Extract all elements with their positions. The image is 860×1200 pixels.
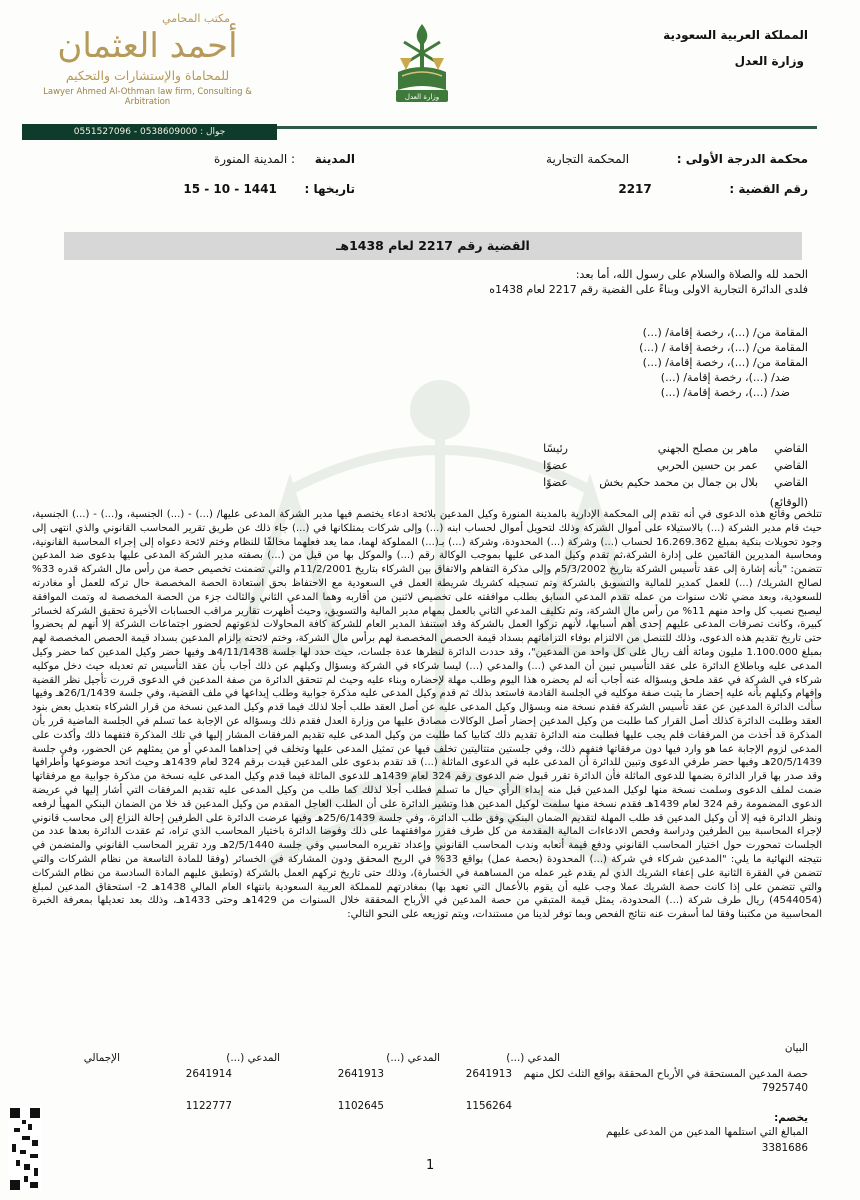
city-value: : المدينة المنورة (213, 152, 296, 166)
table-row2-c3: 1122777 (185, 1100, 232, 1112)
city-label: المدينة (314, 152, 355, 166)
emblem-caption: وزارة العدل (404, 93, 440, 101)
qr-code-icon (8, 1106, 42, 1192)
table-row1-c3: 2641914 (185, 1068, 232, 1080)
table-header-c1: المدعي (...) (506, 1052, 560, 1064)
table-header-total: الإجمالي (83, 1052, 120, 1064)
header-divider (277, 126, 817, 129)
date-value: 15 - 10 - 1441 (183, 182, 277, 196)
court-value: المحكمة التجارية (546, 152, 630, 166)
firm-phone-bar: جوال : 0538609000 - 0551527096 (22, 124, 277, 140)
firm-name: أحمد العثمان (57, 26, 238, 66)
table-header-c2: المدعي (...) (386, 1052, 440, 1064)
case-number-info (618, 182, 808, 196)
judge-row (468, 457, 808, 474)
firm-english-name: Lawyer Ahmed Al-Othman law firm, Consulting & Arbitration (43, 87, 252, 107)
table-row2-label: المبالغ التي استلمها المدعين من المدعى عليهم (606, 1126, 808, 1138)
intro-greeting: الحمد لله والصلاة والسلام على رسول الله، أما بعد: (575, 268, 808, 281)
party-line: ضد/ (...)، رخصة إقامة/ (...) (660, 371, 790, 384)
intro-case-line: فلدى الدائرة التجارية الاولى وبناءً على القضية رقم 2217 لعام 1438ه (489, 283, 808, 296)
table-row2-c2: 1102645 (337, 1100, 384, 1112)
case-title: القضية رقم 2217 لعام 1438هـ (64, 232, 802, 260)
case-number-value: 2217 (618, 182, 652, 196)
city-info (214, 152, 355, 166)
judge-title: القاضي (774, 459, 808, 472)
judge-title: القاضي (774, 476, 808, 489)
table-deduct-label: يخصم: (774, 1112, 808, 1124)
table-row1-c1: 2641913 (465, 1068, 512, 1080)
date-info (183, 182, 355, 196)
judges-list (468, 440, 808, 491)
facts-heading: (الوقائع) (769, 496, 808, 509)
party-line: المقامة من/ (...)، رخصة إقامة/ (...) (642, 326, 808, 339)
ministry-header (663, 22, 808, 74)
ministry-text: وزارة العدل (734, 54, 804, 68)
table-header-c3: المدعي (...) (226, 1052, 280, 1064)
table-row1-c2: 2641913 (337, 1068, 384, 1080)
table-row2-c1: 1156264 (465, 1100, 512, 1112)
judge-name: بلال بن جمال بن محمد حكيم بخش (599, 476, 758, 489)
court-info (546, 152, 808, 166)
table-row2-total: 3381686 (761, 1142, 808, 1154)
party-line: المقامة من/ (...)، رخصة إقامة / (...) (639, 341, 808, 354)
table-row1-label: حصة المدعين المستحقة في الأرباح المحققة بواقع الثلث لكل منهم (523, 1068, 808, 1080)
law-firm-logo (20, 12, 275, 107)
judge-row (468, 440, 808, 457)
facts-paragraph: تتلخص وقائع هذه الدعوى في أنه تقدم إلى المحكمة الإدارية بالمدينة المنورة وكيل المدعين بلائحة ادعاء يختصم فيها مدير الشركة المدعى عليها/ (...) - (...) الجنسية، و(...) - (...) الجنسية، حيث قام مدير الشركة (...) بالاستيلاء على أموال الشركة وذلك لتحويل أموال لحساب ابنه (...) وإلى شركات يمتلكانها في (...) جاء ذلك عن طريق تقرير المحاسب القانوني والذي انتهى إلى وجود تحويلات بنكية بمبلغ 16.269.362 لحساب (...) وشركة (...) المحدودة، وشركة (...) بـ(...) المملوكة لهما، مما يعد فعلهما مخالفًا للنظام وختم لائحة دعواه إلى إجراء المحاسبة القانونية، ومحاسبة المديرين القائمين على إدارة الشركة،ثم تقدم وكيل المدعى عليها بموجب الوكالة رقم (...) والموكل بها من قبل من (...) بصفته مدير الشركة المدعى عليها بدعوى ضد المدعين تتضمن: "بأنه إشارة إلى عقد تأسيس الشركة بتاريخ 5/3/2002م وإلى مذكرة التفاهم والاتفاق بين الشركاء بتاريخ 11/2/2001م والتي تضمنت تخصيص حصة من رأس مال الشركة قدره 33% لصالح الشريك/ (...) للعمل كمدير للمالية والتسويق بالشركة وتم تسجيله كشريك شريطة العمل في السعودية مع الاحتفاظ بحق استعادة الحصة المخصصة حال تركه للعمل أو مغادرته للسعودية، وبعد مضي ثلاث سنوات من عمله تقدم المدعي السابق بطلب موافقته على تخصيص لاثنين من أقاربه وهما المدعي الثاني والثالث جزء من الحصة المخصصة له وتمت الموافقة ليصبح نصيب كل واحد منهم 11% من رأس مال الشركة، وتم تكليف المدعي الثاني بالعمل بمهام مدير المالية والتسويق، وحيث أظهرت تقارير مراقب الحسابات الأخيرة تحقيق الشركة لخسائر كبيرة، وكانت تصرفات المدعى عليهم إحدى أهم أسبابها، لأنهم تركوا العمل بالشركة وقد استنفذ المدير العام للشركة كافة المحاولات لدعوتهم لحضور اجتماعات الشركة إلا أنهم لم يحضروا حتى تاريخ تقديم هذه الدعوى، وذلك للتنصل من الالتزام بوفاء التزاماتهم بسداد قيمة الحصص المخصصة لهم برأس مال الشركة، وختم لائحته بإلزام المدعين بسداد قيمة الحصص المخصصة لهم بمبلغ 1.100.000 مليون ومائة ألف ريال على كل واحد من المدعين"، وقد حددت الدائرة لنظرها عدة جلسات، حيث حدد لها جلسة 4/11/1438هـ وفيها حضر وكيل المدعين كما حضر وكيل المدعى عليه وباطلاع الدائرة على عقد التأسيس تبين أن المدعي (...) والمدعي (...) ليسا شركاء في الشركة وبسؤال وكيلهم عن ذلك أجاب بأن عقد التأسيس تم تعديله حيث دخل موكليه شركاء في الشركة في عقد ملحق وبسؤاله عنه أجاب أنه لم يحضره هذا اليوم وطلب مهلة لإحضاره وبناء عليه وحيث لم تتحقق الدائرة من صفة المدعين في الدعوى قررت تأجيل نظر القضية وإفهام وكيلهم بأنه عليه إحضار ما يثبت صفة موكليه في الجلسة القادمة فاستعد بذلك ثم قدم وكيل المدعى عليه مذكرة جوابية وطلب إيداعها في ملف القضية، وفي جلسة 26/1/1439هـ وفيها سألت الدائرة المدعين عن عقد تأسيس الشركة فقدم نسخة منه وبسؤال وكيل المدعى عليه عن أصل العقد طلب أجلا لذلك فيما قدم وكيل المدعين نسخة من قرار الشركاء بتعديل بعض بنود العقد وطلبت الدائرة كذلك أصل القرار كما طلبت من وكيل المدعين إحضار أصل الوكالات مصادق عليها من وزارة العدل فقدم ذلك وبسؤاله عن الإجابة عما تسلم في الجلسة الماضية قرر بأن المذكرة قد أخذت من المرفقات فلم يجب عليها فطلبت منه الدائرة تقديم ذلك كتابيا كما طلبت من وكيل المدعى عليه تقديم المرفقات المشار إليها في تلك المذكرة فتفهما ذلك وأكدت على المدعى لزوم الإجابة عما هو وارد فيها دون مرفقاتها فتفهم ذلك، وفي جلستين متتاليتين تخلف فيها عن تمثيل المدعى عليها وتخلف في إحداهما المدعي أو من يمثلهم عن الحضور، وفي جلسة 20/5/1439هـ وفيها حضر طرفي الدعوى وتبين للدائرة أن المدعى عليه في الدعوى الماثلة (...) قد تقدم بدعوى على المدعين قيدت برقم 324 لعام 1439هـ وحيث اتحد موضوعها وأطرافها وقد صدر بها قرار الدائرة بضمها للدعوى الماثلة فأن الدائرة تقرر قبول ضم الدعوى رقم 324 لعام 1439هـ للدعوى الماثلة فيما قدم وكيل المدعى عليه نسخة من مذكرة جوابية مع مرفقاتها ضمت لملف الدعوى وسلمت نسخة منها لوكيل المدعين قبل منه إبداء الرأي حيال ما تسلم فطلب أجلا لذلك كما طلب من وكيل المدعى عليه تقديم المرفقات التي أشار إليها في عريضة الدعوى المضمومة رقم 324 لعام 1439هـ فقدم نسخة منها سلمت لوكيل المدعين هذا وتشير الدائرة على أن الطلب العاجل المقدم من وكيل المدعين قد خلا من الضمان البنكي المهيأ لرفعه ونظر الدائرة فيه إلا أن وكيل المدعين قد طلب المهلة لتقديم الضمان البنكي وفق طلب الدائرة، وفي جلسة 25/6/1439هـ وفيها عرضت الدائرة على الطرفين إحالة النزاع إلى محاسب قانوني لإجراء المحاسبة بين الطرفين ودراسة وفحص الادعاءات المالية المقدمة من كل طرف فقرر موافقتهما على ذلك وفوضا الدائرة باختيار المحاسب الذي تراه، ثم عقدت الدائرة بعدها عدد من الجلسات تمحورت حول اختيار المحاسب القانوني ودفع قيمة أتعابه وندب المحاسب القانوني وإعداد تقريره المحاسبي وفي جلسة 2/5/1440هـ ورد تقرير المحاسب القانوني والمتضمن في نتيجته النهائية ما يلي: "المدعين شركاء في شركة (...) المحدودة (بحصة عمل) بواقع 33% في الربح المحقق ودون المشاركة في الخسائر (وفقا للمادة التاسعة من نظام الشركات والتي تتضمن في الفقرة الثانية على إعفاء الشريك الذي لم يقدم غير عمله من المساهمة في الخسارة)، وذلك حتى تاريخ تركهم العمل بالشركة (وتطبق عليهم المادة السادسة من نظام الشركات والتي تتضمن على إذا كانت حصة الشريك عملا وجب عليه أن يقوم بالأعمال التي تعهد بها) بمغادرتهم للمملكة العربية السعودية بانتهاء العام المالي 1438هـ 2- استحقاق المدعين لمبلغ (4544054) ريال طرف شركة (...) المحدودة، يمثل قيمة المتبقي من حصة المدعين في الأرباح المحققة خلال السنوات من 1429هـ وحتى 1433هـ، وذلك بعد تعديلها بمعرفة الخبرة المحاسبية من مكتبنا وفقا لما أسفرت عنه نتائج الفحص وبما توفر لدينا من مستندات، ويتم توزيعه على النحو التالي: (32, 509, 823, 921)
judge-name: ماهر بن مصلح الجهني (657, 442, 758, 455)
judge-title: القاضي (774, 442, 808, 455)
table-header-label: البيان (784, 1042, 808, 1054)
judge-name: عمر بن حسين الحربي (656, 459, 758, 472)
judge-role: عضوًا (543, 476, 568, 489)
case-number-label: رقم القضية : (729, 182, 808, 196)
table-row1-total: 7925740 (761, 1082, 808, 1094)
date-label: تاريخها : (304, 182, 355, 196)
court-label: محكمة الدرجة الأولى : (676, 152, 808, 166)
ministry-of-justice-emblem-icon (378, 18, 466, 104)
party-line: ضد/ (...)، رخصة إقامة/ (...) (660, 386, 790, 399)
distribution-table (0, 1042, 860, 1152)
judge-row (468, 474, 808, 491)
judge-role: عضوًا (543, 459, 568, 472)
page-number: 1 (426, 1158, 435, 1173)
firm-office-label: مكتب المحامي (162, 12, 230, 25)
party-line: المقامة من/ (...)، رخصة إقامة/ (...) (642, 356, 808, 369)
judge-role: رئيسًا (543, 442, 568, 455)
firm-subtitle: للمحاماة والإستشارات والتحكيم (65, 68, 230, 83)
kingdom-text: المملكة العربية السعودية (663, 28, 808, 42)
